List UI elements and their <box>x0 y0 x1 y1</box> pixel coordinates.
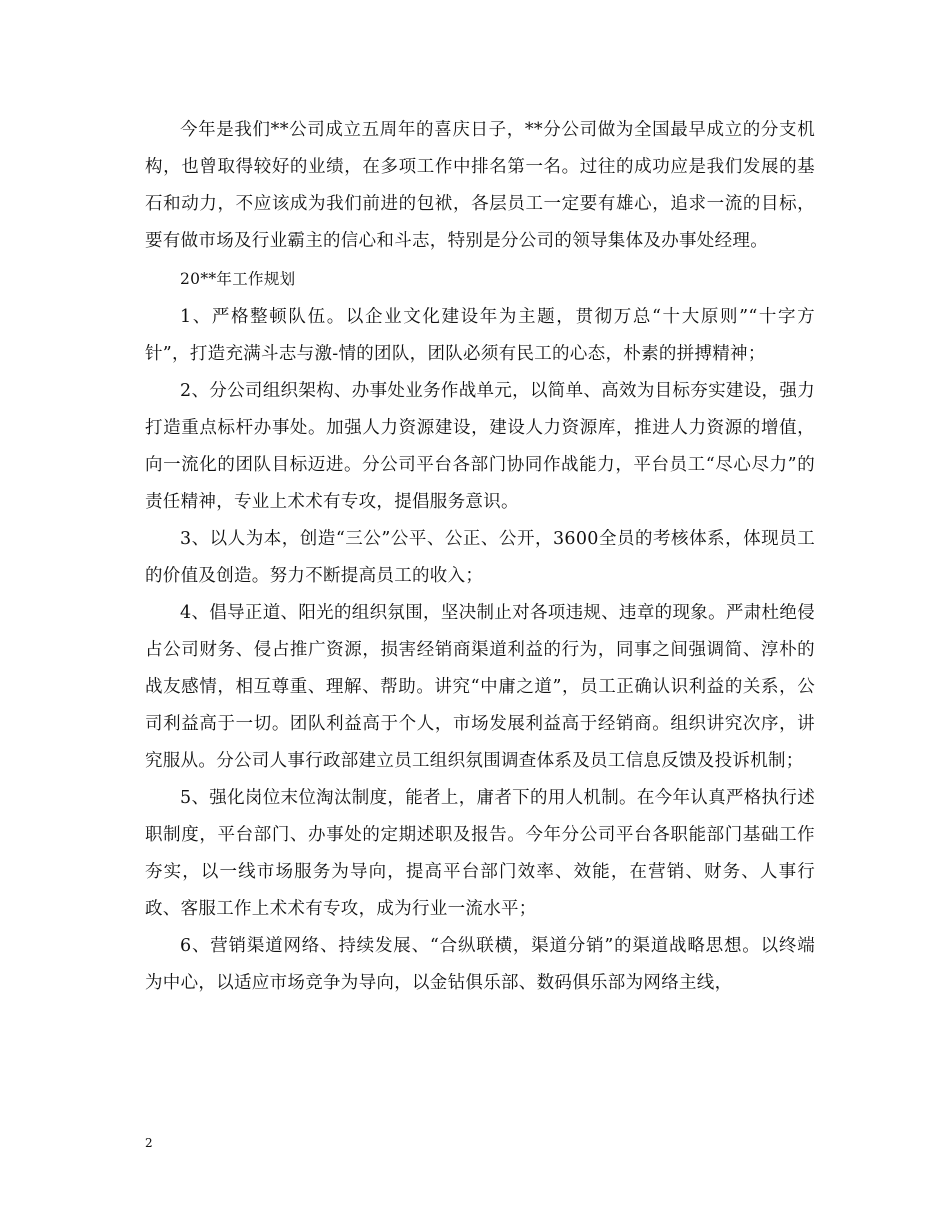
document-body <box>145 112 815 1002</box>
paragraph-item-1: 1、严格整顿队伍。以企业文化建设年为主题，贯彻万总“十大原则”“十字方针”，打造充满斗志与激-情的团队，团队必须有民工的心态，朴素的拼搏精神； <box>145 307 815 364</box>
page-number: 2 <box>145 1136 153 1150</box>
paragraph-item-6: 6、营销渠道网络、持续发展、“合纵联横，渠道分销”的渠道战略思想。以终端为中心，以适应市场竞争为导向，以金钻俱乐部、数码俱乐部为网络主线， <box>145 936 815 993</box>
paragraph-item-2: 2、分公司组织架构、办事处业务作战单元，以简单、高效为目标夯实建设，强力打造重点标杆办事处。加强人力资源建设，建设人力资源库，推进人力资源的增值，向一流化的团队目标迈进。分公司平台各部门协同作战能力，平台员工“尽心尽力”的责任精神，专业上术术有专攻，提倡服务意识。 <box>145 381 815 512</box>
paragraph-intro: 今年是我们**公司成立五周年的喜庆日子，**分公司做为全国最早成立的分支机构，也曾取得较好的业绩，在多项工作中排名第一名。过往的成功应是我们发展的基石和动力，不应该成为我们前进的包袱，各层员工一定要有雄心，追求一流的目标，要有做市场及行业霸主的信心和斗志，特别是分公司的领导集体及办事处经理。 <box>145 120 815 251</box>
paragraph-item-5: 5、强化岗位末位淘汰制度，能者上，庸者下的用人机制。在今年认真严格执行述职制度，平台部门、办事处的定期述职及报告。今年分公司平台各职能部门基础工作夯实，以一线市场服务为导向，提高平台部门效率、效能，在营销、财务、人事行政、客服工作上术术有专攻，成为行业一流水平； <box>145 788 815 919</box>
paragraph-item-4: 4、倡导正道、阳光的组织氛围，坚决制止对各项违规、违章的现象。严肃杜绝侵占公司财务、侵占推广资源，损害经销商渠道利益的行为，同事之间强调简、淳朴的战友感情，相互尊重、理解、帮助。讲究“中庸之道”，员工正确认识利益的关系，公司利益高于一切。团队利益高于个人，市场发展利益高于经销商。组织讲究次序，讲究服从。分公司人事行政部建立员工组织氛围调查体系及员工信息反馈及投诉机制； <box>145 603 815 771</box>
paragraph-item-3: 3、以人为本，创造“三公”公平、公正、公开，3600全员的考核体系，体现员工的价值及创造。努力不断提高员工的收入； <box>145 529 815 586</box>
section-heading-work-plan: 20**年工作规划 <box>180 270 296 288</box>
